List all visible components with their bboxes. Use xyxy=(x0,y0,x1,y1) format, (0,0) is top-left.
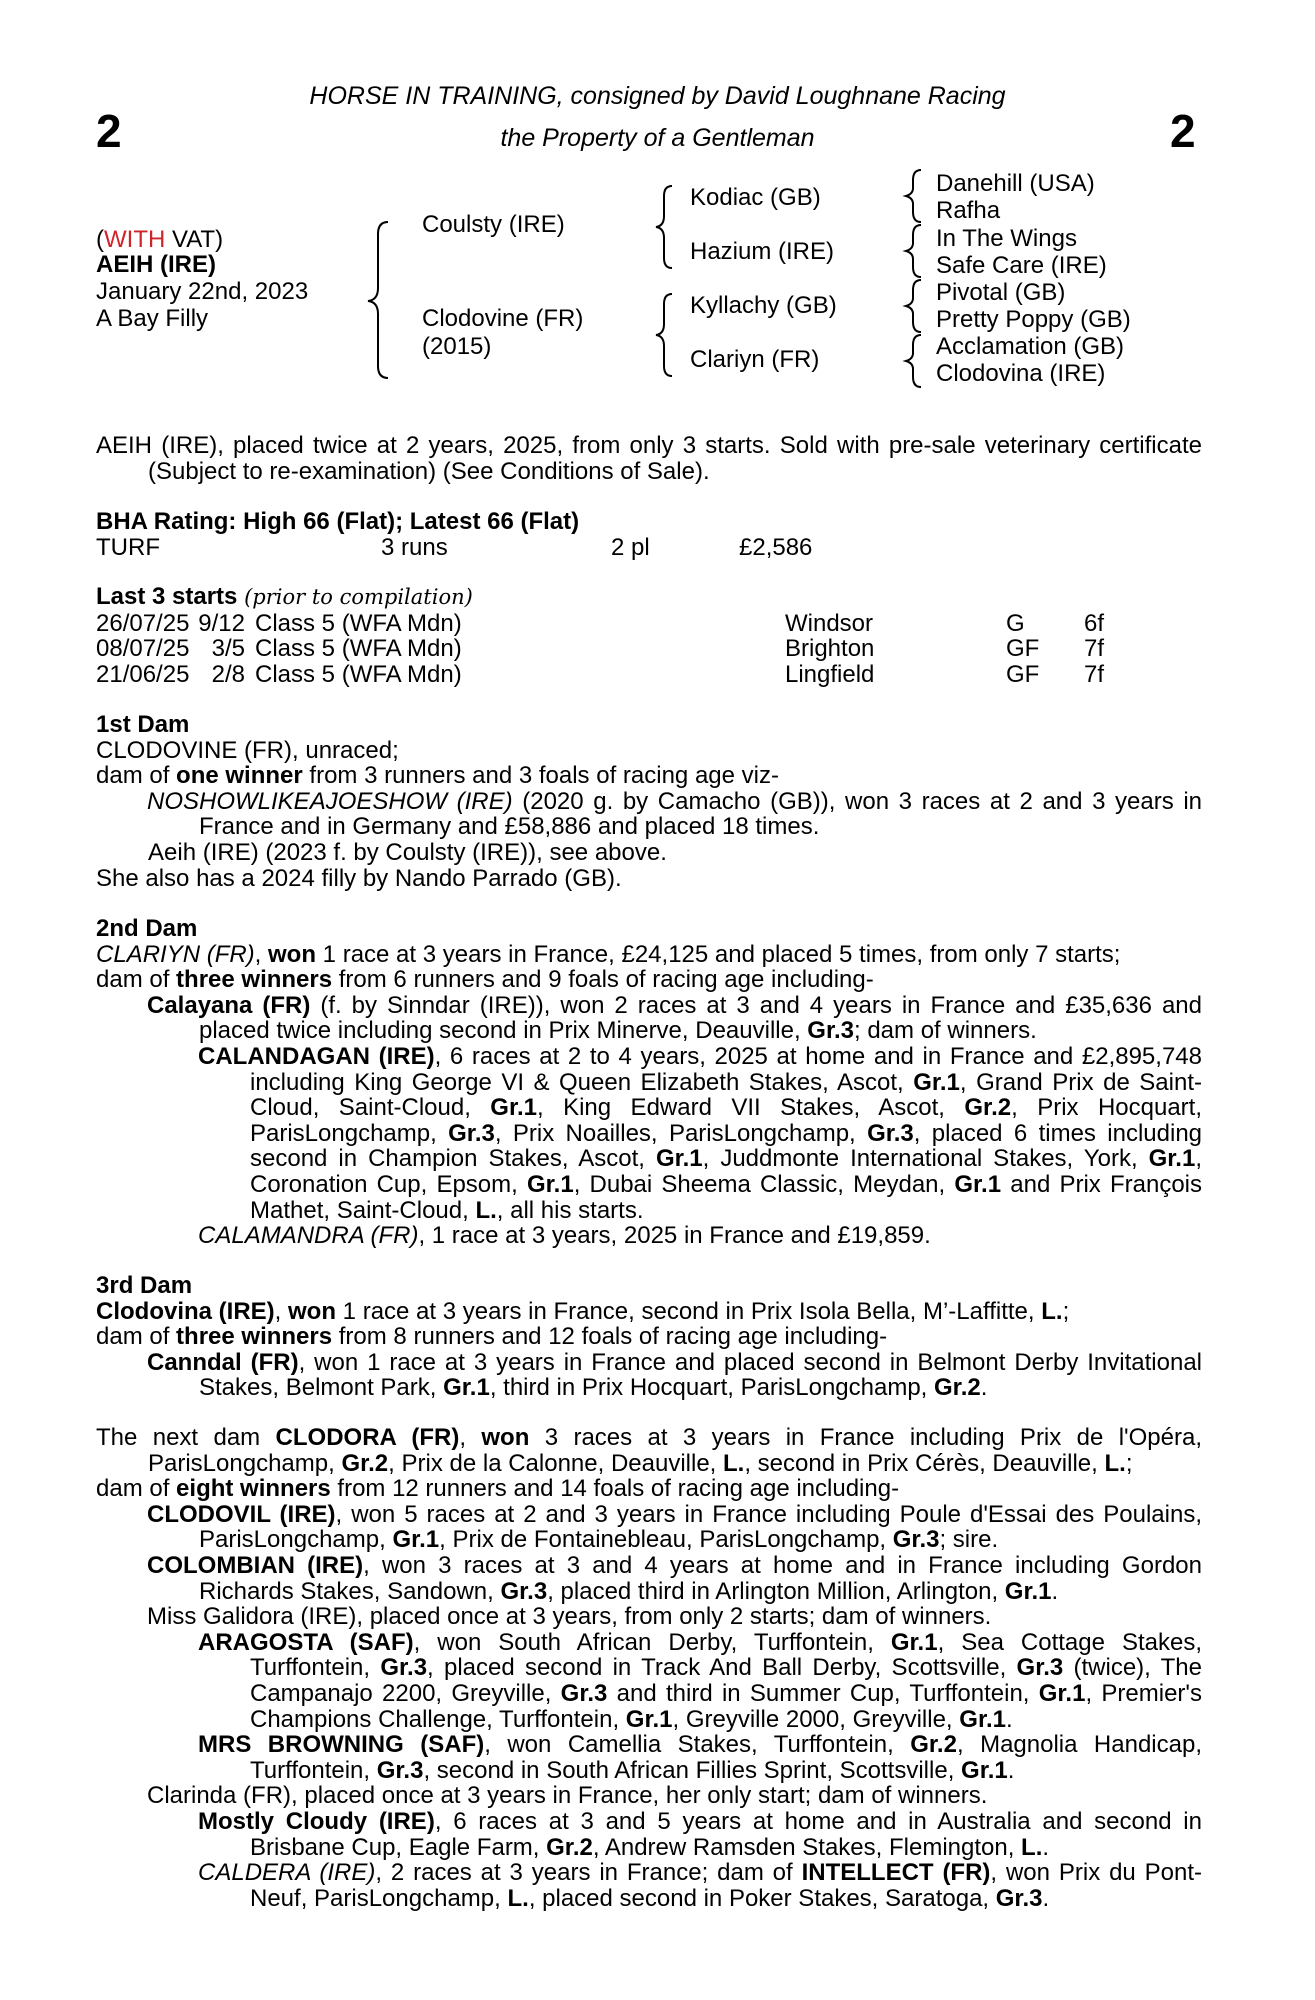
colombian-entry xyxy=(96,1553,1202,1604)
t: 1 race at 3 years in France, second in Prix Isola Bella, M’-Laffitte, xyxy=(336,1297,1042,1325)
gen3-3: In The Wings xyxy=(936,225,1077,252)
dam-name: Clodovine (FR) xyxy=(422,305,584,332)
second-dam-section xyxy=(96,916,1202,1249)
t: , Prix de la Calonne, Deauville, xyxy=(388,1449,723,1477)
grade: Gr.1 xyxy=(392,1526,440,1554)
grade: Gr.2 xyxy=(341,1449,389,1477)
sire-sire: Kodiac (GB) xyxy=(690,184,821,211)
t: , 2 races at 3 years in France; dam of xyxy=(375,1859,802,1887)
rating-section xyxy=(96,509,1202,561)
t: , Prix Noailles, ParisLongchamp, xyxy=(494,1119,868,1147)
grade: Gr.1 xyxy=(954,1170,1002,1198)
first-dam-section xyxy=(96,712,1202,891)
progeny-name: CALAMANDRA (FR) xyxy=(198,1222,419,1250)
brace-g2 xyxy=(906,225,921,277)
t: , Juddmonte International Stakes, York, xyxy=(702,1145,1149,1173)
t: from 3 runners and 3 foals of racing age viz- xyxy=(302,762,779,790)
grade: Gr.1 xyxy=(959,1705,1006,1733)
t: dam of xyxy=(96,762,177,790)
turf-row xyxy=(96,535,1202,561)
turf-earnings: £2,586 xyxy=(739,533,813,561)
grade: Gr.1 xyxy=(490,1094,537,1122)
won-label: won xyxy=(268,940,317,968)
grade: Gr.2 xyxy=(910,1731,957,1759)
t: , Magnolia Handicap, Turffontein, xyxy=(250,1731,1203,1784)
grade: Gr.3 xyxy=(892,1526,940,1554)
grade: Gr.1 xyxy=(526,1170,574,1198)
progeny-name: INTELLECT (FR) xyxy=(801,1859,991,1887)
sire-dam: Hazium (IRE) xyxy=(690,238,835,265)
clodovil-entry xyxy=(96,1502,1202,1553)
turf-placings: 2 pl xyxy=(611,533,650,561)
progeny-name: CLODOVIL (IRE) xyxy=(147,1500,336,1528)
next-dam-line2 xyxy=(96,1476,1202,1502)
horse-description: A Bay Filly xyxy=(96,305,209,332)
grade: Gr.3 xyxy=(867,1119,914,1147)
grade: Gr.3 xyxy=(448,1119,495,1147)
grade: Gr.1 xyxy=(1148,1145,1196,1173)
t: , Greyville 2000, Greyville, xyxy=(672,1705,960,1733)
second-dam-line1 xyxy=(96,942,1202,968)
last-starts-heading xyxy=(96,584,1202,611)
grade: Gr.1 xyxy=(890,1628,938,1656)
start-row xyxy=(96,662,1124,688)
grade: L. xyxy=(1104,1449,1126,1477)
start-race: Class 5 (WFA Mdn) xyxy=(255,635,462,663)
grade: L. xyxy=(1021,1833,1043,1861)
t: . xyxy=(1051,1577,1059,1605)
aragosta-entry xyxy=(96,1630,1202,1732)
t: The next dam xyxy=(96,1424,276,1451)
first-dam-line2 xyxy=(96,763,1202,789)
first-dam-progeny-1 xyxy=(96,789,1202,840)
t: , Premier's Champions Challenge, Turffontein, xyxy=(250,1679,1202,1733)
mostly-cloudy-entry xyxy=(96,1809,1202,1860)
first-dam-progeny-2: Aeih (IRE) (2023 f. by Coulsty (IRE)), see above. xyxy=(148,838,667,866)
grade: L. xyxy=(1041,1297,1063,1325)
t: (2020 g. by Camacho (GB)), won 3 races at 2 and 3 years in France and in Germany and £58,886 and placed 18 times. xyxy=(199,787,1202,841)
t: (twice), The Campanajo 2200, Greyville, xyxy=(250,1654,1203,1707)
t: , Prix Hocquart, ParisLongchamp, xyxy=(250,1094,1202,1147)
third-dam-section xyxy=(96,1273,1202,1401)
t: , King Edward VII Stakes, Ascot, xyxy=(537,1094,965,1122)
grade: Gr.1 xyxy=(961,1756,1008,1784)
t: , second in South African Fillies Sprint, Scottsville, xyxy=(423,1756,962,1784)
mrs-browning-entry xyxy=(96,1732,1202,1783)
gen3-1: Danehill (USA) xyxy=(936,170,1095,197)
progeny-name: Calayana (FR) xyxy=(147,991,311,1019)
t: (f. by Sinndar (IRE)), won 2 races at 3 and 4 years in France and £35,636 and placed twice including second in Prix Minerve, Deauville, xyxy=(199,991,1203,1045)
t: from 6 runners and 9 foals of racing age including- xyxy=(332,966,874,994)
t: , placed 6 times including second in Champion Stakes, Ascot, xyxy=(250,1119,1203,1173)
winner-count: one winner xyxy=(176,762,303,790)
caldera-entry xyxy=(96,1860,1202,1911)
t: , Sea Cottage Stakes, Turffontein, xyxy=(250,1628,1202,1682)
t: , Andrew Ramsden Stakes, Flemington, xyxy=(592,1833,1022,1861)
grade: Gr.1 xyxy=(913,1068,960,1096)
grade: Gr.3 xyxy=(500,1577,548,1605)
calayana-entry xyxy=(96,993,1202,1044)
t: , Dubai Sheema Classic, Meydan, xyxy=(573,1170,955,1198)
start-course: Lingfield xyxy=(785,660,875,688)
lot-number-left: 2 xyxy=(96,105,122,157)
start-row xyxy=(96,636,1124,662)
canndal-entry xyxy=(96,1350,1202,1401)
brace-g1 xyxy=(906,170,921,222)
t: , xyxy=(254,940,269,968)
third-dam-line1 xyxy=(96,1299,1202,1325)
dam-name: CLARIYN (FR) xyxy=(96,940,255,968)
first-dam-line1: CLODOVINE (FR), unraced; xyxy=(96,736,399,764)
progeny-name: NOSHOWLIKEAJOESHOW (IRE) xyxy=(147,787,513,815)
horse-name: AEIH (IRE) xyxy=(96,251,216,278)
t: , won 1 race at 3 years in France and placed second in Belmont Derby Invitational Stakes, Belmont Park, xyxy=(199,1348,1202,1402)
start-course: Brighton xyxy=(785,635,875,663)
brace-g3 xyxy=(906,280,921,332)
grade: Gr.3 xyxy=(560,1679,608,1707)
start-course: Windsor xyxy=(785,609,874,637)
first-dam-title: 1st Dam xyxy=(96,711,190,738)
grade: Gr.2 xyxy=(546,1833,593,1861)
won-label: won xyxy=(288,1297,337,1325)
brace-g4 xyxy=(906,335,921,387)
t: , Prix de Fontainebleau, ParisLongchamp, xyxy=(439,1526,893,1554)
t: , xyxy=(274,1297,289,1325)
winner-count: eight winners xyxy=(176,1475,331,1503)
t: , 1 race at 3 years, 2025 in France and £19,859. xyxy=(418,1222,931,1250)
first-dam-note: She also has a 2024 filly by Nando Parrado (GB). xyxy=(96,864,622,892)
start-position: 9/12 xyxy=(198,609,245,637)
gen3-5: Pivotal (GB) xyxy=(936,279,1066,306)
vat-with: WITH xyxy=(104,226,166,253)
progeny-name: ARAGOSTA (SAF) xyxy=(198,1628,414,1656)
t: . xyxy=(1005,1705,1013,1733)
t: , won South African Derby, Turffontein, xyxy=(413,1628,891,1656)
property-line: the Property of a Gentleman xyxy=(500,124,815,152)
clarinda-entry: Clarinda (FR), placed once at 3 years in France, her only start; dam of winners. xyxy=(147,1782,988,1810)
gen3-4: Safe Care (IRE) xyxy=(936,252,1107,279)
t: , placed third in Arlington Million, Arlington, xyxy=(547,1577,1005,1605)
calandagan-entry xyxy=(96,1044,1202,1223)
grade: Gr.3 xyxy=(380,1654,428,1682)
start-position: 2/8 xyxy=(211,660,245,688)
winner-count: three winners xyxy=(176,966,333,994)
consignor-line: HORSE IN TRAINING, consigned by David Loughnane Racing xyxy=(309,82,1006,110)
t: , 6 races at 3 and 5 years at home and in Australia and second in Brisbane Cup, Eagle Farm, xyxy=(250,1807,1202,1861)
t: , Grand Prix de Saint-Cloud, Saint-Cloud, xyxy=(250,1068,1202,1122)
grade: Gr.1 xyxy=(655,1145,703,1173)
start-going: GF xyxy=(1006,660,1040,688)
t: dam of xyxy=(96,1475,177,1503)
brace-main xyxy=(368,222,388,378)
start-date: 08/07/25 xyxy=(96,635,190,663)
brace-sire xyxy=(656,186,672,268)
progeny-name: MRS BROWNING (SAF) xyxy=(198,1731,485,1759)
vat-open: ( xyxy=(96,226,104,253)
gen3-7: Acclamation (GB) xyxy=(936,333,1125,360)
t: , all his starts. xyxy=(496,1196,644,1224)
grade: L. xyxy=(723,1449,745,1477)
t: , won Prix du Pont-Neuf, ParisLongchamp, xyxy=(250,1859,1202,1912)
last-starts-title: Last 3 starts xyxy=(96,583,238,610)
grade: Gr.3 xyxy=(807,1017,854,1045)
foaling-date: January 22nd, 2023 xyxy=(96,278,309,305)
progeny-name: COLOMBIAN (IRE) xyxy=(147,1551,364,1579)
t: ; xyxy=(1125,1449,1133,1477)
rating-title: BHA Rating: High 66 (Flat); Latest 66 (Flat) xyxy=(96,508,580,535)
t: , xyxy=(459,1424,482,1451)
start-date: 21/06/25 xyxy=(96,660,190,688)
t: , won 3 races at 3 and 4 years at home and in France including Gordon Richards Stakes, Sandown, xyxy=(199,1551,1202,1605)
grade: Gr.1 xyxy=(1004,1577,1052,1605)
t: . xyxy=(1042,1833,1050,1861)
t: , Coronation Cup, Epsom, xyxy=(250,1145,1202,1198)
t: and third in Summer Cup, Turffontein, xyxy=(607,1679,1039,1707)
summary-section xyxy=(96,433,1202,484)
grade: Gr.3 xyxy=(995,1884,1043,1912)
miss-galidora-entry: Miss Galidora (IRE), placed once at 3 years, from only 2 starts; dam of winners. xyxy=(147,1603,992,1631)
progeny-name: Canndal (FR) xyxy=(147,1348,299,1376)
grade: Gr.1 xyxy=(1038,1679,1086,1707)
t: ; dam of winners. xyxy=(854,1017,1037,1045)
progeny-name: CALDERA (IRE) xyxy=(198,1859,376,1887)
t: , 6 races at 2 to 4 years, 2025 at home and in France and £2,895,748 including King George VI & Queen Elizabeth Stakes, Ascot, xyxy=(250,1042,1202,1096)
start-row xyxy=(96,611,1124,637)
t: , won 5 races at 2 and 3 years in France including Poule d'Essai des Poulains, ParisLongchamp, xyxy=(199,1500,1202,1554)
lot-number-right: 2 xyxy=(1170,105,1196,157)
t: . xyxy=(980,1374,988,1402)
t: , second in Prix Cérès, Deauville, xyxy=(744,1449,1105,1477)
dam-year: (2015) xyxy=(422,333,492,360)
gen3-8: Clodovina (IRE) xyxy=(936,360,1106,387)
t: 1 race at 3 years in France, £24,125 and placed 5 times, from only 7 starts; xyxy=(316,940,1121,968)
t: , placed second in Track And Ball Derby, Scottsville, xyxy=(427,1654,1017,1682)
start-going: GF xyxy=(1006,635,1040,663)
last-starts-section xyxy=(96,584,1202,687)
t: from 12 runners and 14 foals of racing age including- xyxy=(330,1475,900,1503)
dam-sire: Kyllachy (GB) xyxy=(690,292,837,319)
t: from 8 runners and 12 foals of racing age including- xyxy=(332,1323,888,1351)
t: dam of xyxy=(96,966,177,994)
t: dam of xyxy=(96,1323,177,1351)
t: . xyxy=(1007,1756,1015,1784)
grade: Gr.1 xyxy=(443,1374,490,1402)
won-label: won xyxy=(481,1424,530,1451)
next-dam-section xyxy=(96,1425,1202,1911)
progeny-name: Mostly Cloudy (IRE) xyxy=(198,1807,435,1835)
start-distance: 7f xyxy=(1084,635,1105,663)
grade: Gr.1 xyxy=(625,1705,673,1733)
third-dam-line2 xyxy=(96,1324,1202,1350)
winner-count: three winners xyxy=(176,1323,333,1351)
vat-rest: VAT) xyxy=(165,226,224,253)
grade: Gr.2 xyxy=(964,1094,1012,1122)
grade: Gr.3 xyxy=(376,1756,424,1784)
dam-name: Clodovina (IRE) xyxy=(96,1297,275,1325)
t: , won Camellia Stakes, Turffontein, xyxy=(484,1731,911,1759)
calamandra-entry xyxy=(96,1223,1202,1249)
t: , third in Prix Hocquart, ParisLongchamp, xyxy=(489,1374,935,1402)
brace-dam xyxy=(656,294,672,376)
progeny-name: CALANDAGAN (IRE) xyxy=(198,1042,435,1070)
grade: Gr.3 xyxy=(1016,1654,1064,1682)
start-date: 26/07/25 xyxy=(96,609,190,637)
t: 3 races at 3 years in France including Prix de l'Opéra, ParisLongchamp, xyxy=(148,1424,1202,1477)
dam-dam: Clariyn (FR) xyxy=(690,346,820,373)
last-starts-note: (prior to compilation) xyxy=(244,585,473,609)
next-dam-line1 xyxy=(96,1425,1202,1476)
start-race: Class 5 (WFA Mdn) xyxy=(255,660,462,688)
start-position: 3/5 xyxy=(211,635,245,663)
turf-label: TURF xyxy=(96,533,160,561)
t: ; xyxy=(1062,1297,1070,1325)
start-distance: 6f xyxy=(1084,609,1105,637)
last-starts-table xyxy=(96,611,1124,688)
turf-runs: 3 runs xyxy=(381,533,448,561)
second-dam-title: 2nd Dam xyxy=(96,915,198,942)
t: and Prix François Mathet, Saint-Cloud, xyxy=(250,1170,1202,1224)
second-dam-line2 xyxy=(96,967,1202,993)
start-distance: 7f xyxy=(1084,660,1105,688)
summary-text: AEIH (IRE), placed twice at 2 years, 2025, from only 3 starts. Sold with pre-sale veterinary certificate (Subject to re-examination) (See Conditions of Sale). xyxy=(96,432,1202,485)
t: , placed second in Poker Stakes, Saratoga, xyxy=(528,1884,996,1912)
grade: Gr.2 xyxy=(934,1374,981,1402)
start-going: G xyxy=(1006,609,1025,637)
third-dam-title: 3rd Dam xyxy=(96,1272,193,1299)
start-race: Class 5 (WFA Mdn) xyxy=(255,609,462,637)
t: . xyxy=(1042,1884,1050,1912)
t: ; sire. xyxy=(939,1526,999,1554)
grade: L. xyxy=(507,1884,529,1912)
dam-name: CLODORA (FR) xyxy=(275,1424,460,1451)
grade: L. xyxy=(475,1196,497,1224)
sire-name: Coulsty (IRE) xyxy=(422,211,565,238)
gen3-6: Pretty Poppy (GB) xyxy=(936,306,1131,333)
gen3-2: Rafha xyxy=(936,197,1001,224)
